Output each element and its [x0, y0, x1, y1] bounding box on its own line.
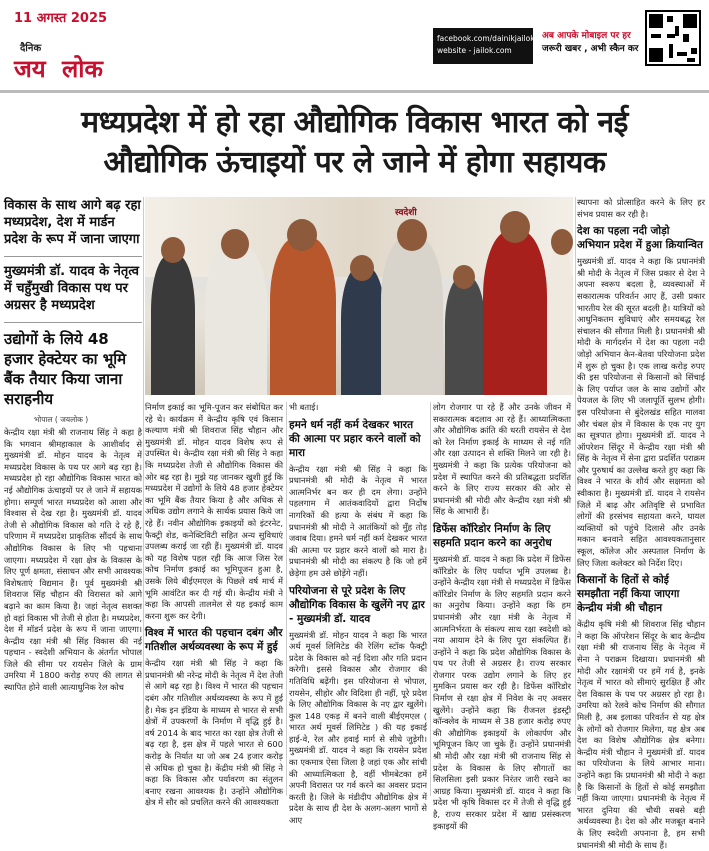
- column-divider: [286, 402, 287, 796]
- right-subhead-1: देश का पहला नदी जोड़ो अभियान प्रदेश में हुआ क्रियान्वित: [577, 225, 703, 252]
- mid3-subhead: डिफेंस कॉरिडोर निर्माण के लिए सहमति प्रदान करने का अनुरोध: [433, 522, 552, 549]
- promo-line-1: अब आपके मोबाइल पर हर: [542, 31, 631, 41]
- dateline: भोपाल ( जयलोक ): [34, 415, 89, 424]
- mid2-subhead-2: परियोजना से पूरे प्रदेश के लिए औद्योगिक विकास के खुलेंगे नए द्वार - मुख्यमंत्री डॉ. यादव: [289, 584, 425, 625]
- social-box: [433, 28, 533, 64]
- person-head: [161, 237, 185, 263]
- masthead: [0, 0, 709, 92]
- right-body-3: केंद्रीय कृषि मंत्री श्री शिवराज सिंह चौहान ने कहा कि ऑपरेशन सिंदूर के बाद केन्द्रीय रक्षा मंत्री श्री राजनाथ सिंह के नेतृत्व में सेना ने पराक्रम दिखाया। प्रधानमंत्री श्री मोदी और रक्षामंत्री पर हमें गर्व है, इनके नेतृत्व में भारत को सीमाएं सुरक्षित हैं और देश विकास के पथ पर अग्रसर हो रहा है। उमरिया को रेलवे कोच निर्माण की सौगात मिली है, अब इलाका परिवर्तन से यह क्षेत्र के लोगों को रोजगार मिलेगा, यह क्षेत्र अब देश का विशेष औद्योगिक क्षेत्र बनेगा। केन्द्रीय मंत्री चौहान ने मुख्यमंत्री डॉ. यादव का परियोजना के लिये आभार माना। उन्होंने कहा कि प्रधानमंत्री श्री मोदी ने कहा है कि किसानों के हितों से कोई समझौता नहीं किया जाएगा। प्रधानमंत्री के नेतृत्व में भारत दुनिया की चौथी सबसे बड़ी अर्थव्यवस्था है। देश को और मजबूत बनाने के लिए स्वदेशी अपनाना है, हम सभी प्रधानमंत्री श्री मोदी के साथ हैं।: [577, 619, 705, 850]
- scan-promo: [542, 30, 642, 56]
- column-divider: [575, 197, 576, 795]
- main-headline: [6, 103, 703, 183]
- right-column: [577, 197, 705, 850]
- middle-column-3: [433, 402, 571, 831]
- right-body-1: स्थापना को प्रोत्साहित करने के लिए हर संभव प्रयास कर रही है।: [577, 197, 705, 219]
- daily-label: दैनिक: [20, 43, 42, 54]
- person-figure: [381, 237, 443, 395]
- left-body: केन्द्रीय रक्षा मंत्री श्री राजनाथ सिंह ने कहा है कि भगवान श्रीमहाकाल के आशीर्वाद से मुख्यमंत्री डॉ. मोहन यादव के नेतृत्व में मध्यप्रदेश विकास के पथ पर आगे बढ़ रहा है। मध्यप्रदेश हो रहा औद्योगिक विकास भारत को नई औद्योगिक ऊंचाइयों पर ले जाने में सहायक होगा। सम्पूर्ण भारत मध्यप्रदेश को आशा और विश्वास से देख रहा है। मुख्यमंत्री डॉ. यादव तेजी से औद्योगिक विकास को गति दे रहे हैं, परिणाम में मध्यप्रदेश प्राकृतिक सौंदर्य के साथ औद्योगिक विकास के लिए भी पहचाना जाएगा। मध्यप्रदेश में रक्षा क्षेत्र के विकास के लिए पूर्ण क्षमता, संसाधन और सभी आवश्यक विशेषताएं विद्यमान हैं। पूर्व मुख्यमंत्री श्री शिवराज सिंह चौहान की विरासत को आगे बढ़ाने का काम किया है। जहां नेतृत्व सशक्त हो वहां विकास भी तेजी से होता है। मध्यप्रदेश, देश में मॉडर्न प्रदेश के रूप में जाना जाएगा। केन्द्रीय रक्षा मंत्री श्री सिंह विकास की नई पहचान - स्वदेशी अभियान के अंतर्गत भोपाल जिले की सीमा पर रायसेन जिले के ग्राम उमरिया में 1800 करोड़ रुपए की लागत से स्थापित होने वाली आत्याधुनिक रेल कोच: [4, 427, 142, 693]
- middle-column-2: [289, 402, 427, 826]
- person-head: [397, 219, 427, 251]
- photo-banner-text: स्वदेशी: [395, 208, 417, 218]
- person-figure: [483, 231, 547, 395]
- qr-code-icon[interactable]: [645, 10, 701, 66]
- person-figure: [205, 245, 267, 395]
- person-head: [221, 229, 249, 259]
- person-head: [551, 229, 573, 255]
- person-head: [350, 255, 374, 281]
- mid1-body-1: निर्माण इकाई का भूमि-पूजन कर संबोधित कर रहे थे। कार्यक्रम में केन्द्रीय कृषि एवं किसान कल्याण मंत्री श्री शिवराज सिंह चौहान और मुख्यमंत्री डॉ. मोहन यादव विशेष रूप से उपस्थित थे। केन्द्रीय रक्षा मंत्री श्री सिंह ने कहा कि मध्यप्रदेश तेजी से औद्योगिक विकास की ओर बढ़ रहा है। मुझे यह जानकर खुशी हुई कि मध्यप्रदेश में उद्योगों के लिये 48 हजार हेक्टेयर का भूमि बैंक तैयार किया है और अधिक से अधिक उद्योग लगाने के सार्थक प्रयास किये जा रहे हैं। नवीन औद्योगिक इकाइयों को इंटरनेट, फैक्ट्री शेड, कनेक्टिविटी सहित अन्य सुविधाएं उपलब्ध कराई जा रही हैं। मुख्यमंत्री डॉ. यादव को यह विशेष पहल रही कि आज जिस रेल कोच निर्माण इकाई का भूमिपूजन हुआ है, उसके लिये बीईएमएल के पिछले वर्ष मार्च में भूमि आवंटित कर दी गई थी। केन्द्रीय मंत्री ने कहा कि आपसी तालमेल से यह इकाई काम करना शुरू कर देगी।: [145, 402, 283, 621]
- mid1-subhead: विश्व में भारत की पहचान दबंग और गतिशील अर्थव्यवस्था के रूप में हुई: [145, 627, 283, 654]
- column-divider: [430, 402, 431, 796]
- issue-date: 11 अगस्त 2025: [14, 11, 108, 26]
- mid3-body-1: लोग रोजगार पा रहे हैं और उनके जीवन में सकारात्मक बदलाव आ रहे हैं। आध्यात्मिकता और औद्योगिक क्रांति की धरती रायसेन से देश को रेल निर्माण इकाई के माध्यम से नई गति और रक्षा उत्पादन से शक्ति मिलने जा रही है। मुख्यमंत्री ने कहा कि प्रत्येक परियोजना को प्रदेश में स्थापित करने की प्रतिबद्धता प्रदर्शित करने के लिए राज्य सरकार की ओर से प्रधानमंत्री श्री मोदी और केन्द्रीय रक्षा मंत्री श्री सिंह के आभारी हैं।: [433, 402, 571, 517]
- middle-column-1: [145, 402, 283, 808]
- divider: [4, 256, 142, 257]
- person-head: [453, 265, 475, 289]
- left-subhead-1: विकास के साथ आगे बढ़ रहा मध्यप्रदेश, देश में मार्डन प्रदेश के रूप में जाना जाएगा: [4, 198, 141, 247]
- mid2-body-2: केन्द्रीय रक्षा मंत्री श्री सिंह ने कहा कि प्रधानमंत्री श्री मोदी के नेतृत्व में भारत आत्मनिर्भर बन कर ही दम लेगा। उन्होंने पहलगाम में आतंकवादियों द्वारा निर्दोष नागरिकों की हत्या के संबंध में कहा कि प्रधानमंत्री श्री मोदी ने आतंकियों को मुँह तोड़ जवाब दिया। हमने धर्म नहीं कर्म देखकर भारत की आत्मा पर प्रहार करने वालों को मारा है। प्रधानमंत्री श्री मोदी का संकल्प है कि जो हमें छेड़ेगा हम उसे छोड़ेंगे नहीं।: [289, 463, 427, 578]
- facebook-link[interactable]: facebook.com/dainikjailok: [437, 34, 535, 43]
- left-subhead-2: मुख्यमंत्री डॉ. यादव के नेतृत्व में चहुँमुखी विकास पथ पर अग्रसर है मध्यप्रदेश: [4, 264, 139, 313]
- right-subhead-2: किसानों के हितों से कोई समझौता नहीं किया जाएगा केन्द्रीय मंत्री श्री चौहान: [577, 574, 680, 615]
- left-subhead-3: उद्योगों के लिये 48 हजार हेक्टेयर का भूमि बैंक तैयार किया जाना सराहनीय: [4, 330, 127, 408]
- promo-line-2: जरूरी खबर , अभी स्कैन कर: [542, 44, 639, 54]
- person-figure: [445, 277, 485, 395]
- right-body-2: मुख्यमंत्री डॉ. यादव ने कहा कि प्रधानमंत्री श्री मोदी के नेतृत्व में जिस प्रकार से देश ने अपना स्वरूप बदला है, व्यवस्थाओं में सकारात्मक परिवर्तन आए हैं, उसी प्रकार भारतीय रेल की सूरत बदली है। यात्रियों को आधुनिकतम सुविधाएं और समयबद्ध रेल संचालन की सौगात मिली है। प्रधानमंत्री श्री मोदी के मार्गदर्शन में देश का पहला नदी जोड़ो अभियान केन-बेतवा परियोजना प्रदेश में शुरू हो चुका है। एक लाख करोड़ रुपए की इस परियोजना से किसानों को सिंचाई के लिए पर्याप्त जल के साथ उद्योगों और पेयजल के लिए भी जलापूर्ति सुलभ होगी। इस परियोजना से बुंदेलखंड सहित मालवा और चंबल क्षेत्र में विकास के एक नए युग का सूत्रपात होगा। मुख्यमंत्री डॉ. यादव ने ऑपरेशन सिंदूर में केन्द्रीय रक्षा मंत्री श्री सिंह के नेतृत्व में सेना द्वारा प्रदर्शित पराक्रम और पुरुषार्थ का उल्लेख करते हुए कहा कि विश्व ने भारत के शौर्य और सक्षमता को स्वीकारा है। मुख्यमंत्री डॉ. यादव ने रायसेन जिले में बाढ़ और अतिवृष्टि से प्रभावित लोगों की हरसंभव सहायता करने, घायल व्यक्तियों को पहुंचे दिलासे और उनके मकान बनवाने सहित आवश्यकतानुसार स्कूल, कॉलेज और अस्पताल निर्माण के लिए जिला कलेक्टर को निर्देश दिए।: [577, 256, 705, 568]
- mid3-body-2: मुख्यमंत्री डॉ. यादव ने कहा कि प्रदेश में डिफेंस कॉरिडोर के लिए पर्याप्त भूमि उपलब्ध है। उन्होंने केन्द्रीय रक्षा मंत्री से मध्यप्रदेश में डिफेंस कॉरिडोर निर्माण के लिए सहमति प्रदान करने का अनुरोध किया। उन्होंने कहा कि हम प्रधानमंत्री और रक्षा मंत्री के नेतृत्व में आत्मनिर्भरता के संकल्प साथ रक्षा स्वदेशी को नया आयाम देने के लिए पूरा संकल्पित हैं। उन्होंने ने कहा कि प्रदेश औद्योगिक विकास के पथ पर तेजी से अग्रसर है। राज्य सरकार रोजगार परक उद्योग लगाने के लिए हर मुमकिन प्रयास कर रही है। डिफेंस कॉरिडोर निर्माण से रक्षा क्षेत्र में निवेश के नए अवसर खुलेंगे। उन्होंने कहा कि रीजनल इंडस्ट्री कॉन्क्लेव के माध्यम से 38 हजार करोड़ रुपए की औद्योगिक इकाइयों के लोकार्पण और भूमिपूजन किए जा चुके हैं। उन्होंने प्रधानमंत्री श्री मोदी और रक्षा मंत्री श्री राजनाथ सिंह से प्रदेश के विकास के लिए सौगातों का सिलसिला इसी प्रकार निरंतर जारी रखने का आग्रह किया। मुख्यमंत्री डॉ. यादव ने कहा कि प्रदेश भी कृषि विकास दर में तेजी से वृद्धि हुई है, राज्य सरकार प्रदेश में खाद्य प्रसंस्करण इकाइयों की: [433, 553, 571, 831]
- headline-line-2: औद्योगिक ऊंचाइयों पर ले जाने में होगा सहायक: [103, 145, 606, 180]
- headline-line-1: मध्यप्रदेश में हो रहा औद्योगिक विकास भारत को नई: [81, 105, 628, 140]
- logo-jay: जय: [14, 54, 46, 83]
- mid2-body-3: मुख्यमंत्री डॉ. मोहन यादव ने कहा कि भारत अर्थ मूवर्स लिमिटेड की रेलिंग स्टॉक फैक्ट्री प्रदेश के विकास को नई दिशा और गति प्रदान करेगी। इससे विकास और रोजगार की गतिविधि बढ़ेंगी। इस परियोजना से भोपाल, रायसेन, सीहोर और विदिशा ही नहीं, पूरे प्रदेश के लिए औद्योगिक विकास के नए द्वार खुलेंगे। कुल 148 एकड़ में बनने वाली बीईएमएल ( भारत अर्थ मूवर्स लिमिटेड ) की यह इकाई हाई-वे, रेल और हवाई मार्ग से सीधे जुड़ेगी। मुख्यमंत्री डॉ. यादव ने कहा कि रायसेन प्रदेश का एकमात्र ऐसा जिला है जहां एक और सांची की आध्यात्मिकता है, वहीं भीमबेटका हमें अपनी विरासत पर गर्व करने का अवसर प्रदान करती है। जिले के मंडीदीप औद्योगिक क्षेत्र में प्रदेश के साथ ही देश के अलग-अलग भागों से आए: [289, 629, 427, 826]
- left-column: [4, 197, 142, 795]
- column-divider: [143, 197, 144, 795]
- website-link[interactable]: website - jailok.com: [437, 46, 512, 55]
- person-figure: [341, 267, 385, 395]
- mid2-subhead-1: हमने धर्म नहीं कर्म देखकर भारत की आत्मा पर प्रहार करने वालों को मारा: [289, 418, 421, 459]
- newspaper-logo: [14, 52, 126, 82]
- person-figure: [270, 237, 336, 395]
- person-head: [287, 219, 317, 251]
- mid2-body-1: भी बताई।: [289, 402, 319, 412]
- logo-lok: लोक: [62, 54, 103, 83]
- person-figure: [151, 255, 195, 395]
- divider: [4, 322, 142, 323]
- masthead-divider: [0, 90, 709, 93]
- person-figure: [547, 245, 573, 395]
- event-photo: [145, 197, 573, 395]
- person-head: [500, 211, 530, 243]
- mid1-body-2: केन्द्रीय रक्षा मंत्री श्री सिंह ने कहा कि प्रधानमंत्री श्री नरेन्द्र मोदी के नेतृत्व में देश तेजी से आगे बढ़ रहा है। विश्व में भारत की पहचान दबंग और गतिशील अर्थव्यवस्था के रूप में हुई है। मेक इन इंडिया के माध्यम से भारत से सभी क्षेत्रों में उपकरणों के निर्माण में वृद्धि हुई है। वर्ष 2014 के बाद भारत का रक्षा क्षेत्र तेजी से बढ़ रहा है, इस क्षेत्र में पहले भारत से 600 करोड़ के निर्यात था जो अब 24 हजार करोड़ से अधिक हो चुका है। केंद्रीय मंत्री श्री सिंह ने कहा कि विकास और पर्यावरण का संतुलन बनाए रखना आवश्यक है। उन्होंने औद्योगिक क्षेत्र में सौर को प्रचलित करने की आवश्यकता: [145, 658, 283, 808]
